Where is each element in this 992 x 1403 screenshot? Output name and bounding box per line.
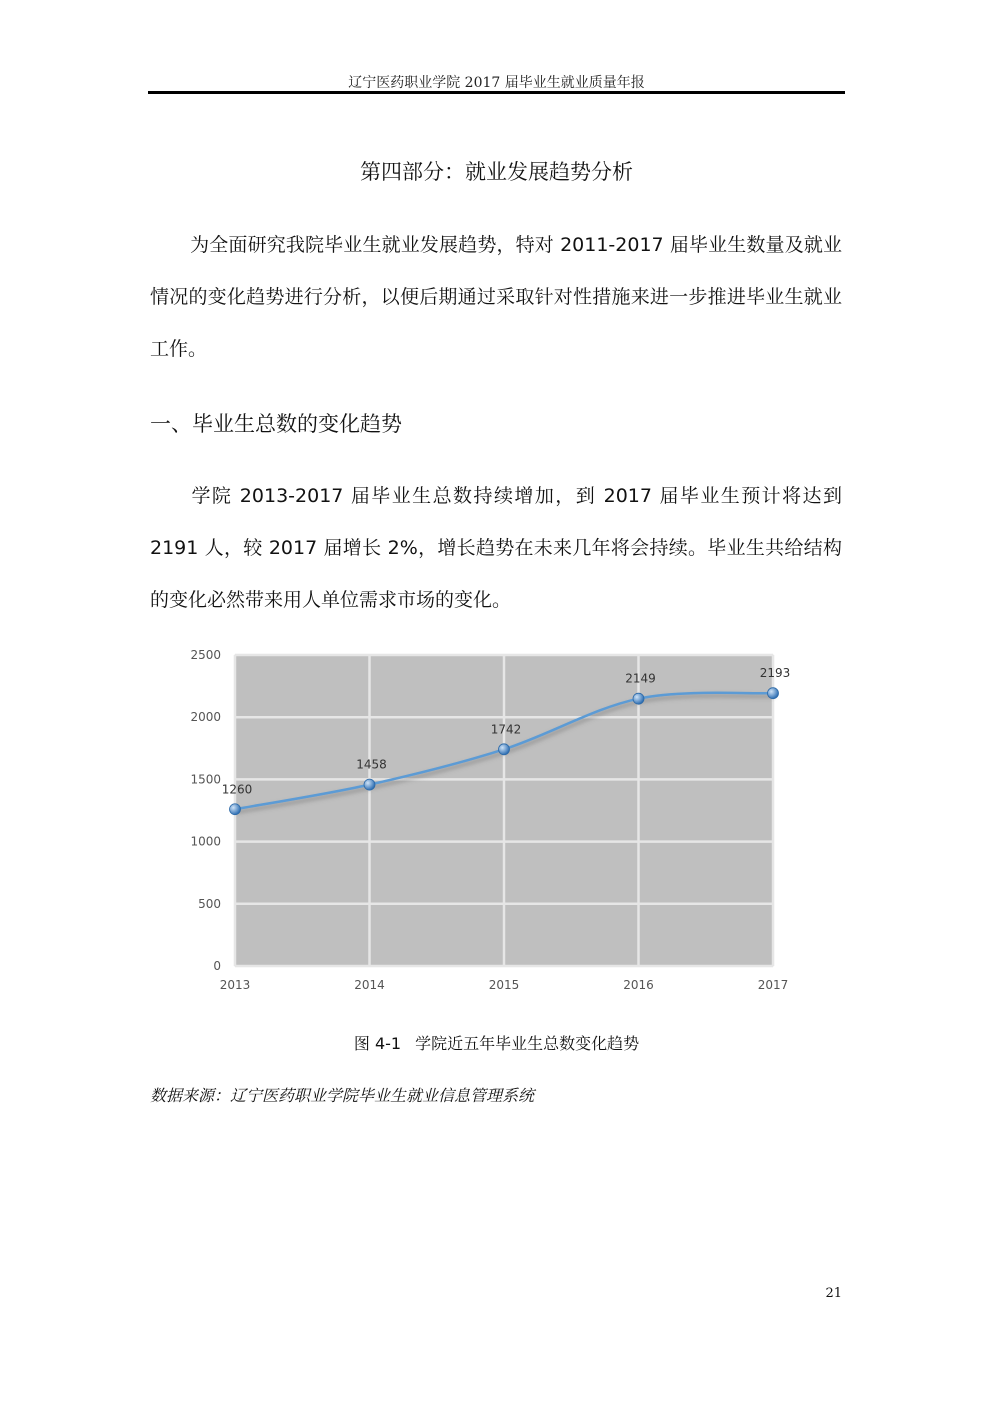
header-rule [148, 91, 845, 94]
x-tick-label: 2017 [757, 978, 789, 992]
page-number: 21 [825, 1286, 842, 1301]
y-tick-label: 1500 [190, 772, 221, 787]
intro-text: 为全面研究我院毕业生就业发展趋势，特对 2011-2017 届毕业生数量及就业情况的变化趋势进行分析，以便后期通过采取针对性措施来进一步推进毕业生就业工作。 [150, 234, 842, 360]
y-tick-label: 0 [213, 959, 221, 973]
x-tick-label: 2016 [623, 978, 654, 992]
running-header: 辽宁医药职业学院 2017 届毕业生就业质量年报 [348, 75, 645, 91]
body-text: 学院 2013-2017 届毕业生总数持续增加，到 2017 届毕业生预计将达到 2191 人，较 2017 届增长 2%，增长趋势在未来几年将会持续。毕业生共给结构的变化必然带来用人单位需求市场的变化。 [150, 485, 842, 611]
line-chart [180, 640, 810, 1014]
data-point [633, 693, 644, 704]
y-tick-label: 2000 [190, 710, 221, 725]
data-point [768, 688, 779, 699]
x-tick-label: 2015 [488, 978, 520, 992]
x-tick-label: 2014 [354, 978, 385, 992]
y-tick-label: 500 [198, 896, 221, 911]
section-title: 第四部分：就业发展趋势分析 [360, 160, 633, 184]
data-label: 2149 [625, 671, 656, 686]
data-label: 1742 [490, 722, 522, 737]
data-label: 1260 [221, 782, 253, 797]
x-tick-label: 2013 [219, 978, 251, 992]
data-label: 1458 [356, 757, 387, 772]
data-point [364, 779, 375, 790]
data-point [499, 744, 510, 755]
data-source-note: 数据来源：辽宁医药职业学院毕业生就业信息管理系统 [150, 1086, 535, 1105]
figure-caption-text: 学院近五年毕业生总数变化趋势 [415, 1034, 640, 1053]
y-tick-label: 2500 [190, 648, 221, 662]
subsection-heading: 一、毕业生总数的变化趋势 [150, 412, 402, 436]
y-tick-label: 1000 [190, 834, 221, 849]
intro-paragraph [150, 219, 842, 375]
figure-caption [148, 1031, 845, 1054]
data-point [230, 804, 241, 815]
chart-svg [180, 640, 810, 1010]
body-paragraph [150, 470, 842, 626]
data-label: 2193 [759, 666, 791, 681]
figure-number: 图 4-1 [353, 1034, 402, 1053]
